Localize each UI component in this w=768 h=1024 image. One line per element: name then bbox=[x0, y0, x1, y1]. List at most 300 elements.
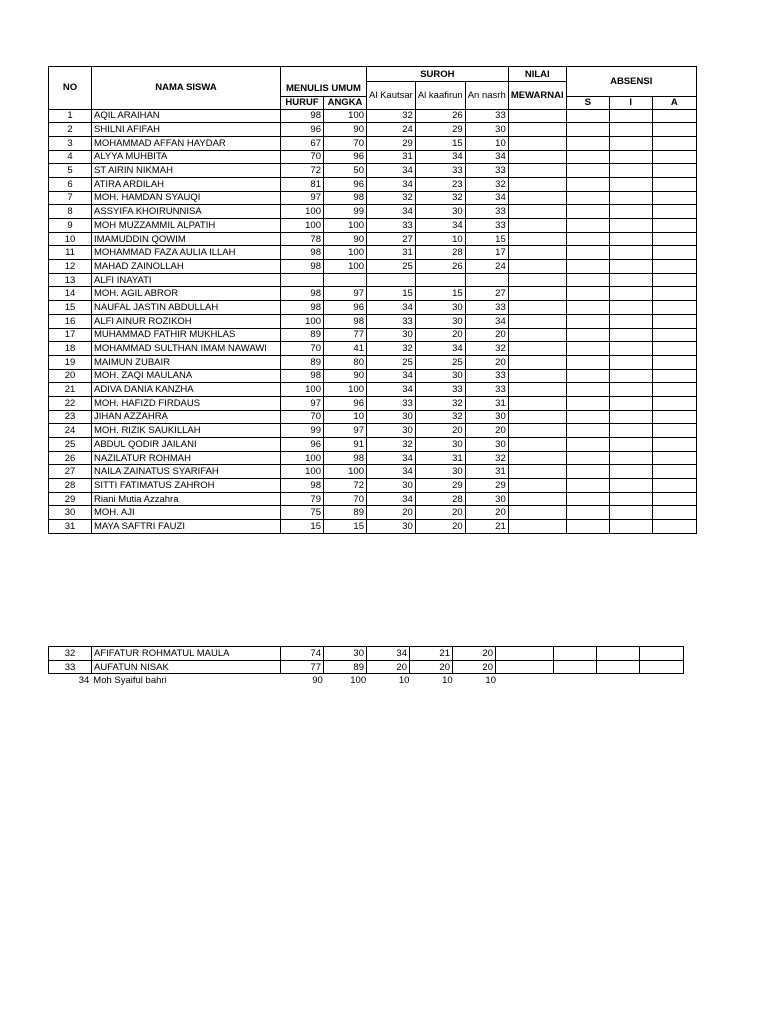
cell-huruf: 100 bbox=[281, 314, 324, 328]
cell-angka: 90 bbox=[324, 123, 367, 137]
cell-absen-a bbox=[652, 260, 696, 274]
table-row bbox=[49, 191, 697, 205]
extra-al-kautsar: 10 bbox=[398, 674, 410, 686]
header-s: S bbox=[566, 96, 609, 109]
cell-absen-i bbox=[609, 465, 652, 479]
cell-huruf: 79 bbox=[281, 492, 324, 506]
cell-nama: ADIVA DANIA KANZHA bbox=[92, 383, 281, 397]
cell-absen-s bbox=[566, 328, 609, 342]
cell-nama: IMAMUDDIN QOWIM bbox=[92, 232, 281, 246]
cell-absen-a bbox=[640, 660, 684, 674]
cell-absen-a bbox=[652, 123, 696, 137]
cell-absen-s bbox=[566, 410, 609, 424]
table-row bbox=[49, 109, 697, 123]
cell-no: 24 bbox=[49, 424, 92, 438]
cell-angka: 97 bbox=[324, 287, 367, 301]
cell-an-nasrh: 10 bbox=[465, 136, 508, 150]
cell-an-nasrh: 32 bbox=[465, 451, 508, 465]
cell-al-kaafirun: 15 bbox=[415, 287, 465, 301]
cell-absen-a bbox=[652, 219, 696, 233]
cell-al-kaafirun: 29 bbox=[415, 479, 465, 493]
grades-table-body bbox=[49, 109, 697, 533]
cell-huruf: 100 bbox=[281, 465, 324, 479]
cell-no: 32 bbox=[49, 647, 92, 661]
cell-absen-s bbox=[566, 287, 609, 301]
cell-an-nasrh: 20 bbox=[465, 424, 508, 438]
cell-angka: 100 bbox=[324, 260, 367, 274]
cell-absen-a bbox=[652, 479, 696, 493]
cell-absen-s bbox=[566, 383, 609, 397]
cell-no: 27 bbox=[49, 465, 92, 479]
cell-nama: MAYA SAFTRI FAUZI bbox=[92, 520, 281, 534]
cell-an-nasrh: 34 bbox=[465, 150, 508, 164]
cell-absen-i bbox=[609, 164, 652, 178]
cell-nama: ALFI AINUR ROZIKOH bbox=[92, 314, 281, 328]
cell-absen-s bbox=[566, 301, 609, 315]
header-menulis-umum: MENULIS UMUM bbox=[281, 82, 367, 97]
cell-al-kautsar: 34 bbox=[367, 177, 416, 191]
cell-al-kautsar: 33 bbox=[367, 396, 416, 410]
cell-al-kaafirun: 33 bbox=[415, 383, 465, 397]
header-no: NO bbox=[49, 67, 92, 110]
cell-al-kaafirun: 26 bbox=[415, 109, 465, 123]
cell-an-nasrh: 30 bbox=[465, 123, 508, 137]
cell-al-kaafirun: 10 bbox=[415, 232, 465, 246]
cell-no: 26 bbox=[49, 451, 92, 465]
cell-no: 7 bbox=[49, 191, 92, 205]
cell-absen-a bbox=[652, 150, 696, 164]
cell-mewarnai bbox=[508, 451, 566, 465]
cell-al-kautsar: 32 bbox=[367, 438, 416, 452]
cell-al-kautsar: 24 bbox=[367, 123, 416, 137]
cell-no: 5 bbox=[49, 164, 92, 178]
cell-absen-i bbox=[609, 342, 652, 356]
cell-mewarnai bbox=[508, 260, 566, 274]
cell-huruf: 70 bbox=[281, 150, 324, 164]
cell-an-nasrh: 20 bbox=[465, 328, 508, 342]
cell-angka: 90 bbox=[324, 369, 367, 383]
cell-mewarnai bbox=[508, 314, 566, 328]
cell-al-kautsar: 30 bbox=[367, 328, 416, 342]
cell-al-kautsar: 34 bbox=[367, 647, 410, 661]
extra-an-nasrh: 10 bbox=[485, 674, 496, 686]
cell-angka: 77 bbox=[324, 328, 367, 342]
cell-absen-s bbox=[566, 355, 609, 369]
header-absensi: ABSENSI bbox=[566, 67, 696, 97]
cell-no: 4 bbox=[49, 150, 92, 164]
cell-mewarnai bbox=[508, 355, 566, 369]
cell-absen-s bbox=[566, 451, 609, 465]
cell-mewarnai bbox=[496, 647, 554, 661]
cell-an-nasrh: 33 bbox=[465, 369, 508, 383]
cell-angka: 98 bbox=[324, 314, 367, 328]
table-row bbox=[49, 260, 697, 274]
cell-absen-s bbox=[566, 369, 609, 383]
cell-huruf: 98 bbox=[281, 301, 324, 315]
cell-absen-s bbox=[566, 506, 609, 520]
cell-al-kautsar: 30 bbox=[367, 479, 416, 493]
cell-nama: Riani Mutia Azzahra bbox=[92, 492, 281, 506]
table-row bbox=[49, 205, 697, 219]
cell-al-kaafirun: 34 bbox=[415, 342, 465, 356]
cell-angka: 100 bbox=[324, 219, 367, 233]
cell-absen-i bbox=[609, 191, 652, 205]
cell-angka: 97 bbox=[324, 424, 367, 438]
cell-no: 3 bbox=[49, 136, 92, 150]
cell-huruf: 100 bbox=[281, 205, 324, 219]
cell-absen-s bbox=[566, 396, 609, 410]
cell-huruf: 70 bbox=[281, 410, 324, 424]
cell-absen-a bbox=[652, 191, 696, 205]
cell-no: 20 bbox=[49, 369, 92, 383]
cell-al-kautsar: 25 bbox=[367, 355, 416, 369]
cell-al-kaafirun: 26 bbox=[415, 260, 465, 274]
cell-huruf: 98 bbox=[281, 246, 324, 260]
cell-absen-a bbox=[640, 647, 684, 661]
extra-angka: 100 bbox=[350, 674, 367, 686]
grades-table bbox=[48, 66, 697, 534]
cell-absen-i bbox=[609, 396, 652, 410]
table-row bbox=[49, 506, 697, 520]
cell-huruf: 15 bbox=[281, 520, 324, 534]
cell-absen-a bbox=[652, 287, 696, 301]
table-row bbox=[49, 301, 697, 315]
cell-al-kautsar bbox=[367, 273, 416, 287]
header-huruf: HURUF bbox=[281, 96, 324, 109]
cell-no: 6 bbox=[49, 177, 92, 191]
cell-al-kaafirun: 30 bbox=[415, 301, 465, 315]
cell-mewarnai bbox=[508, 123, 566, 137]
cell-nama: NAILA ZAINATUS SYARIFAH bbox=[92, 465, 281, 479]
table-row bbox=[49, 123, 697, 137]
cell-no: 22 bbox=[49, 396, 92, 410]
cell-absen-s bbox=[566, 109, 609, 123]
cell-absen-s bbox=[566, 191, 609, 205]
cell-mewarnai bbox=[508, 273, 566, 287]
cell-al-kautsar: 34 bbox=[367, 465, 416, 479]
cell-an-nasrh: 33 bbox=[465, 205, 508, 219]
table-row bbox=[49, 273, 697, 287]
cell-angka: 90 bbox=[324, 232, 367, 246]
cell-mewarnai bbox=[508, 396, 566, 410]
table-row bbox=[49, 369, 697, 383]
cell-al-kaafirun: 20 bbox=[415, 520, 465, 534]
cell-absen-i bbox=[609, 109, 652, 123]
cell-absen-a bbox=[652, 396, 696, 410]
cell-al-kautsar: 32 bbox=[367, 342, 416, 356]
cell-al-kaafirun: 32 bbox=[415, 191, 465, 205]
cell-angka: 96 bbox=[324, 301, 367, 315]
cell-absen-i bbox=[609, 150, 652, 164]
cell-al-kaafirun: 21 bbox=[410, 647, 453, 661]
table-row bbox=[49, 355, 697, 369]
cell-al-kautsar: 15 bbox=[367, 287, 416, 301]
cell-al-kaafirun: 30 bbox=[415, 314, 465, 328]
cell-al-kaafirun: 30 bbox=[415, 465, 465, 479]
cell-huruf: 72 bbox=[281, 164, 324, 178]
cell-nama: SITTI FATIMATUS ZAHROH bbox=[92, 479, 281, 493]
header-nilai: NILAI bbox=[508, 67, 566, 82]
cell-absen-i bbox=[609, 328, 652, 342]
cell-al-kaafirun: 30 bbox=[415, 438, 465, 452]
cell-absen-a bbox=[652, 136, 696, 150]
cell-an-nasrh: 33 bbox=[465, 219, 508, 233]
cell-nama: MOH. HAMDAN SYAUQI bbox=[92, 191, 281, 205]
cell-angka: 100 bbox=[324, 383, 367, 397]
cell-absen-i bbox=[609, 314, 652, 328]
cell-absen-a bbox=[652, 451, 696, 465]
cell-no: 15 bbox=[49, 301, 92, 315]
cell-angka: 89 bbox=[324, 660, 367, 674]
cell-an-nasrh: 20 bbox=[453, 647, 496, 661]
cell-mewarnai bbox=[508, 465, 566, 479]
cell-mewarnai bbox=[508, 342, 566, 356]
cell-absen-s bbox=[566, 314, 609, 328]
cell-angka: 96 bbox=[324, 150, 367, 164]
cell-huruf: 97 bbox=[281, 396, 324, 410]
cell-an-nasrh: 20 bbox=[453, 660, 496, 674]
header-mewarnai: MEWARNAI bbox=[508, 82, 566, 110]
cell-al-kautsar: 34 bbox=[367, 451, 416, 465]
cell-no: 19 bbox=[49, 355, 92, 369]
cell-al-kautsar: 30 bbox=[367, 520, 416, 534]
cell-nama: MOH. ZAQI MAULANA bbox=[92, 369, 281, 383]
cell-an-nasrh: 29 bbox=[465, 479, 508, 493]
grades-table-continued-body bbox=[49, 647, 684, 674]
cell-al-kautsar: 34 bbox=[367, 492, 416, 506]
cell-absen-i bbox=[609, 479, 652, 493]
cell-absen-s bbox=[566, 273, 609, 287]
cell-al-kaafirun: 28 bbox=[415, 246, 465, 260]
cell-angka: 89 bbox=[324, 506, 367, 520]
cell-an-nasrh: 24 bbox=[465, 260, 508, 274]
cell-absen-a bbox=[652, 438, 696, 452]
table-row bbox=[49, 287, 697, 301]
cell-al-kautsar: 31 bbox=[367, 246, 416, 260]
cell-an-nasrh: 17 bbox=[465, 246, 508, 260]
cell-huruf: 100 bbox=[281, 383, 324, 397]
cell-angka: 99 bbox=[324, 205, 367, 219]
cell-huruf: 98 bbox=[281, 369, 324, 383]
cell-nama: MOHAMMAD SULTHAN IMAM NAWAWI bbox=[92, 342, 281, 356]
cell-al-kautsar: 34 bbox=[367, 205, 416, 219]
cell-al-kautsar: 30 bbox=[367, 410, 416, 424]
cell-absen-s bbox=[554, 660, 597, 674]
cell-huruf: 70 bbox=[281, 342, 324, 356]
cell-absen-a bbox=[652, 273, 696, 287]
cell-al-kaafirun: 33 bbox=[415, 164, 465, 178]
cell-al-kautsar: 34 bbox=[367, 383, 416, 397]
cell-no: 14 bbox=[49, 287, 92, 301]
cell-al-kautsar: 34 bbox=[367, 369, 416, 383]
cell-no: 28 bbox=[49, 479, 92, 493]
cell-huruf: 97 bbox=[281, 191, 324, 205]
cell-mewarnai bbox=[508, 136, 566, 150]
cell-al-kaafirun: 25 bbox=[415, 355, 465, 369]
cell-mewarnai bbox=[508, 506, 566, 520]
cell-nama: SHILNI AFIFAH bbox=[92, 123, 281, 137]
cell-al-kaafirun: 29 bbox=[415, 123, 465, 137]
cell-an-nasrh: 21 bbox=[465, 520, 508, 534]
cell-absen-s bbox=[566, 424, 609, 438]
cell-mewarnai bbox=[508, 520, 566, 534]
cell-an-nasrh: 31 bbox=[465, 465, 508, 479]
cell-nama: MOH. HAFIZD FIRDAUS bbox=[92, 396, 281, 410]
cell-absen-a bbox=[652, 383, 696, 397]
cell-absen-i bbox=[609, 369, 652, 383]
cell-angka: 91 bbox=[324, 438, 367, 452]
cell-nama: MOH. RIZIK SAUKILLAH bbox=[92, 424, 281, 438]
cell-absen-s bbox=[566, 438, 609, 452]
cell-absen-i bbox=[609, 260, 652, 274]
cell-al-kaafirun: 28 bbox=[415, 492, 465, 506]
extra-huruf: 90 bbox=[312, 674, 323, 686]
cell-an-nasrh: 32 bbox=[465, 342, 508, 356]
cell-nama: ASSYIFA KHOIRUNNISA bbox=[92, 205, 281, 219]
cell-absen-a bbox=[652, 424, 696, 438]
table-row bbox=[49, 492, 697, 506]
cell-mewarnai bbox=[508, 410, 566, 424]
cell-no: 25 bbox=[49, 438, 92, 452]
cell-nama: NAUFAL JASTIN ABDULLAH bbox=[92, 301, 281, 315]
cell-no: 11 bbox=[49, 246, 92, 260]
cell-absen-s bbox=[566, 260, 609, 274]
cell-no: 10 bbox=[49, 232, 92, 246]
cell-absen-i bbox=[609, 273, 652, 287]
cell-absen-i bbox=[609, 287, 652, 301]
cell-no: 16 bbox=[49, 314, 92, 328]
table-row bbox=[49, 647, 684, 661]
cell-no: 33 bbox=[49, 660, 92, 674]
cell-absen-i bbox=[609, 355, 652, 369]
cell-absen-s bbox=[566, 177, 609, 191]
cell-al-kautsar: 34 bbox=[367, 301, 416, 315]
cell-nama: ST AIRIN NIKMAH bbox=[92, 164, 281, 178]
cell-absen-i bbox=[609, 438, 652, 452]
table-row bbox=[49, 136, 697, 150]
cell-no: 17 bbox=[49, 328, 92, 342]
cell-al-kaafirun: 20 bbox=[415, 506, 465, 520]
cell-absen-i bbox=[609, 520, 652, 534]
cell-al-kautsar: 32 bbox=[367, 191, 416, 205]
table-row bbox=[49, 451, 697, 465]
cell-huruf: 89 bbox=[281, 328, 324, 342]
cell-mewarnai bbox=[508, 150, 566, 164]
cell-absen-s bbox=[566, 479, 609, 493]
cell-absen-s bbox=[566, 520, 609, 534]
cell-an-nasrh: 30 bbox=[465, 492, 508, 506]
cell-mewarnai bbox=[496, 660, 554, 674]
cell-an-nasrh: 34 bbox=[465, 314, 508, 328]
cell-al-kaafirun: 20 bbox=[415, 328, 465, 342]
table-row bbox=[49, 246, 697, 260]
cell-nama: MAIMUN ZUBAIR bbox=[92, 355, 281, 369]
cell-absen-a bbox=[652, 410, 696, 424]
table-row bbox=[49, 424, 697, 438]
cell-absen-i bbox=[609, 492, 652, 506]
cell-mewarnai bbox=[508, 219, 566, 233]
cell-no: 13 bbox=[49, 273, 92, 287]
header-suroh: SUROH bbox=[367, 67, 509, 82]
cell-nama: MUHAMMAD FATHIR MUKHLAS bbox=[92, 328, 281, 342]
cell-mewarnai bbox=[508, 164, 566, 178]
cell-absen-a bbox=[652, 109, 696, 123]
cell-an-nasrh: 33 bbox=[465, 383, 508, 397]
cell-an-nasrh: 32 bbox=[465, 177, 508, 191]
cell-absen-i bbox=[609, 205, 652, 219]
cell-absen-a bbox=[652, 328, 696, 342]
cell-huruf: 78 bbox=[281, 232, 324, 246]
cell-angka: 96 bbox=[324, 396, 367, 410]
extra-al-kaafirun: 10 bbox=[442, 674, 453, 686]
cell-nama: ALFI INAYATI bbox=[92, 273, 281, 287]
cell-absen-s bbox=[566, 219, 609, 233]
extra-nama: Moh Syaiful bahri bbox=[93, 674, 167, 686]
cell-al-kaafirun: 20 bbox=[410, 660, 453, 674]
cell-al-kautsar: 20 bbox=[367, 506, 416, 520]
cell-al-kaafirun: 23 bbox=[415, 177, 465, 191]
cell-nama: MOH. AGIL ABROR bbox=[92, 287, 281, 301]
extra-no: 34 bbox=[78, 674, 90, 686]
table-row bbox=[49, 660, 684, 674]
cell-no: 18 bbox=[49, 342, 92, 356]
cell-an-nasrh: 30 bbox=[465, 410, 508, 424]
table-row bbox=[49, 465, 697, 479]
cell-absen-s bbox=[554, 647, 597, 661]
cell-al-kautsar: 33 bbox=[367, 314, 416, 328]
cell-no: 9 bbox=[49, 219, 92, 233]
cell-huruf: 81 bbox=[281, 177, 324, 191]
cell-mewarnai bbox=[508, 424, 566, 438]
cell-no: 12 bbox=[49, 260, 92, 274]
cell-mewarnai bbox=[508, 479, 566, 493]
cell-huruf: 100 bbox=[281, 219, 324, 233]
cell-nama: MOHAMMAD AFFAN HAYDAR bbox=[92, 136, 281, 150]
cell-angka: 100 bbox=[324, 109, 367, 123]
cell-huruf: 98 bbox=[281, 479, 324, 493]
cell-absen-i bbox=[609, 123, 652, 137]
cell-mewarnai bbox=[508, 287, 566, 301]
cell-angka bbox=[324, 273, 367, 287]
cell-nama: MOHAMMAD FAZA AULIA ILLAH bbox=[92, 246, 281, 260]
header-nama-siswa: NAMA SISWA bbox=[92, 67, 281, 110]
cell-angka: 50 bbox=[324, 164, 367, 178]
cell-absen-s bbox=[566, 205, 609, 219]
cell-absen-s bbox=[566, 492, 609, 506]
cell-absen-a bbox=[652, 301, 696, 315]
cell-mewarnai bbox=[508, 205, 566, 219]
cell-al-kaafirun: 32 bbox=[415, 410, 465, 424]
cell-angka: 30 bbox=[324, 647, 367, 661]
cell-mewarnai bbox=[508, 383, 566, 397]
cell-mewarnai bbox=[508, 232, 566, 246]
table-row bbox=[49, 328, 697, 342]
cell-al-kautsar: 33 bbox=[367, 219, 416, 233]
cell-mewarnai bbox=[508, 438, 566, 452]
cell-angka: 10 bbox=[324, 410, 367, 424]
cell-huruf: 96 bbox=[281, 438, 324, 452]
cell-mewarnai bbox=[508, 109, 566, 123]
cell-no: 29 bbox=[49, 492, 92, 506]
cell-nama: MAHAD ZAINOLLAH bbox=[92, 260, 281, 274]
cell-angka: 41 bbox=[324, 342, 367, 356]
extra-student-row bbox=[48, 674, 498, 686]
cell-absen-i bbox=[597, 647, 640, 661]
cell-mewarnai bbox=[508, 246, 566, 260]
cell-absen-a bbox=[652, 205, 696, 219]
cell-absen-i bbox=[609, 177, 652, 191]
table-row bbox=[49, 150, 697, 164]
